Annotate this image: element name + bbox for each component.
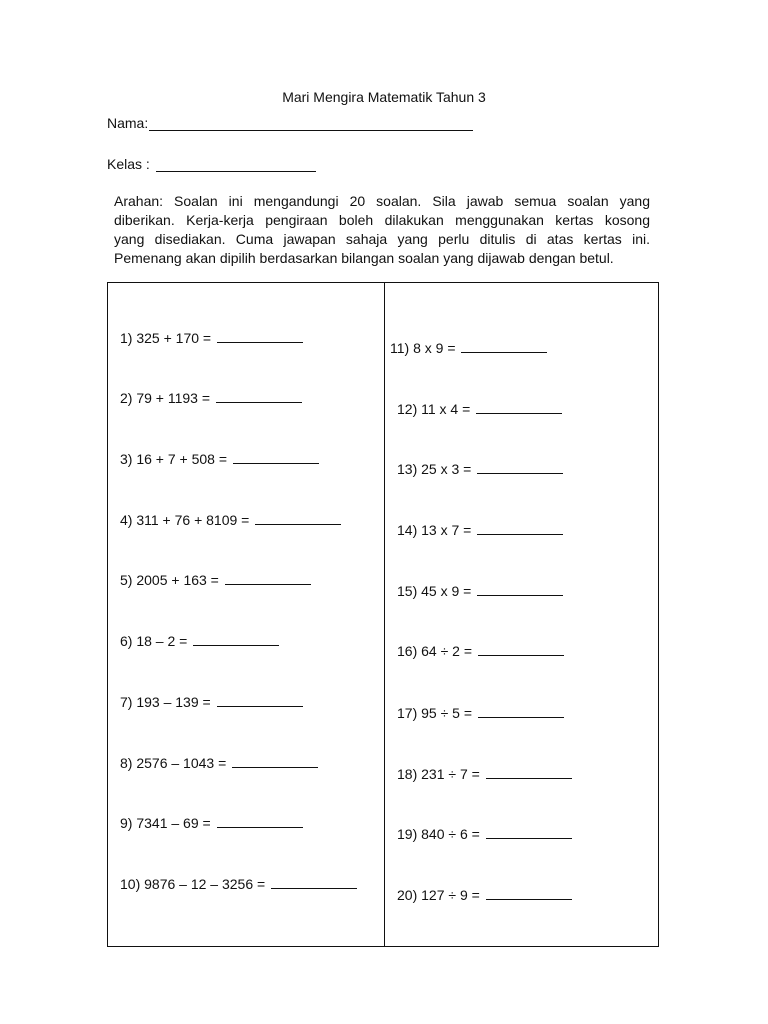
question-text: 19) 840 ÷ 6 = xyxy=(397,826,484,842)
kelas-label: Kelas : xyxy=(107,156,150,172)
questions-box xyxy=(107,282,659,947)
question-text: 11) 8 x 9 = xyxy=(390,340,460,356)
instructions-line: Arahan: Soalan ini mengandungi 20 soalan. Sila jawab semua soalan yang xyxy=(114,193,650,209)
question-3 xyxy=(120,450,319,467)
question-14 xyxy=(397,521,563,538)
question-9 xyxy=(120,814,303,831)
answer-blank[interactable] xyxy=(477,521,563,535)
question-text: 13) 25 x 3 = xyxy=(397,461,476,477)
column-divider xyxy=(384,283,385,946)
answer-blank[interactable] xyxy=(193,632,279,646)
answer-blank[interactable] xyxy=(232,754,318,768)
question-text: 10) 9876 – 12 – 3256 = xyxy=(120,876,270,892)
answer-blank[interactable] xyxy=(271,875,357,889)
question-text: 2) 79 + 1193 = xyxy=(120,390,214,406)
question-text: 7) 193 – 139 = xyxy=(120,694,215,710)
question-text: 6) 18 – 2 = xyxy=(120,633,192,649)
answer-blank[interactable] xyxy=(217,693,303,707)
answer-blank[interactable] xyxy=(217,329,303,343)
question-text: 17) 95 ÷ 5 = xyxy=(397,705,476,721)
question-text: 15) 45 x 9 = xyxy=(397,583,476,599)
question-text: 3) 16 + 7 + 508 = xyxy=(120,451,231,467)
answer-blank[interactable] xyxy=(217,814,303,828)
question-text: 20) 127 ÷ 9 = xyxy=(397,887,484,903)
answer-blank[interactable] xyxy=(225,571,311,585)
question-7 xyxy=(120,693,303,710)
answer-blank[interactable] xyxy=(255,511,341,525)
instructions-line: diberikan. Kerja-kerja pengiraan boleh dilakukan menggunakan kertas kosong xyxy=(114,212,650,228)
answer-blank[interactable] xyxy=(216,389,302,403)
question-4 xyxy=(120,511,341,528)
worksheet-title: Mari Mengira Matematik Tahun 3 xyxy=(282,89,486,105)
question-text: 8) 2576 – 1043 = xyxy=(120,755,231,771)
answer-blank[interactable] xyxy=(477,582,563,596)
nama-field-row xyxy=(107,115,473,131)
answer-blank[interactable] xyxy=(461,339,547,353)
question-16 xyxy=(397,642,564,659)
question-12 xyxy=(397,400,562,417)
question-19 xyxy=(397,825,572,842)
question-text: 12) 11 x 4 = xyxy=(397,401,475,417)
question-text: 14) 13 x 7 = xyxy=(397,522,476,538)
question-11 xyxy=(390,339,547,356)
question-10 xyxy=(120,875,357,892)
question-6 xyxy=(120,632,279,649)
nama-answer-line[interactable] xyxy=(149,115,473,131)
question-18 xyxy=(397,765,572,782)
question-5 xyxy=(120,571,311,588)
question-text: 16) 64 ÷ 2 = xyxy=(397,643,476,659)
answer-blank[interactable] xyxy=(486,825,572,839)
question-text: 4) 311 + 76 + 8109 = xyxy=(120,512,254,528)
instructions-paragraph xyxy=(114,192,650,268)
question-text: 18) 231 ÷ 7 = xyxy=(397,766,484,782)
instructions-line: Pemenang akan dipilih berdasarkan bilangan soalan yang dijawab dengan betul. xyxy=(114,250,614,266)
question-15 xyxy=(397,582,563,599)
answer-blank[interactable] xyxy=(233,450,319,464)
answer-blank[interactable] xyxy=(478,704,564,718)
nama-label: Nama: xyxy=(107,115,149,131)
question-1 xyxy=(120,329,303,346)
question-2 xyxy=(120,389,302,406)
question-text: 1) 325 + 170 = xyxy=(120,330,215,346)
answer-blank[interactable] xyxy=(477,460,563,474)
kelas-field-row xyxy=(107,156,316,172)
answer-blank[interactable] xyxy=(486,886,572,900)
question-text: 5) 2005 + 163 = xyxy=(120,572,223,588)
question-8 xyxy=(120,754,318,771)
instructions-line: yang disediakan. Cuma jawapan sahaja yang perlu ditulis di atas kertas ini. xyxy=(114,231,650,247)
question-13 xyxy=(397,460,563,477)
question-17 xyxy=(397,704,564,721)
question-text: 9) 7341 – 69 = xyxy=(120,815,215,831)
kelas-answer-line[interactable] xyxy=(156,156,316,172)
answer-blank[interactable] xyxy=(476,400,562,414)
answer-blank[interactable] xyxy=(478,642,564,656)
answer-blank[interactable] xyxy=(486,765,572,779)
question-20 xyxy=(397,886,572,903)
